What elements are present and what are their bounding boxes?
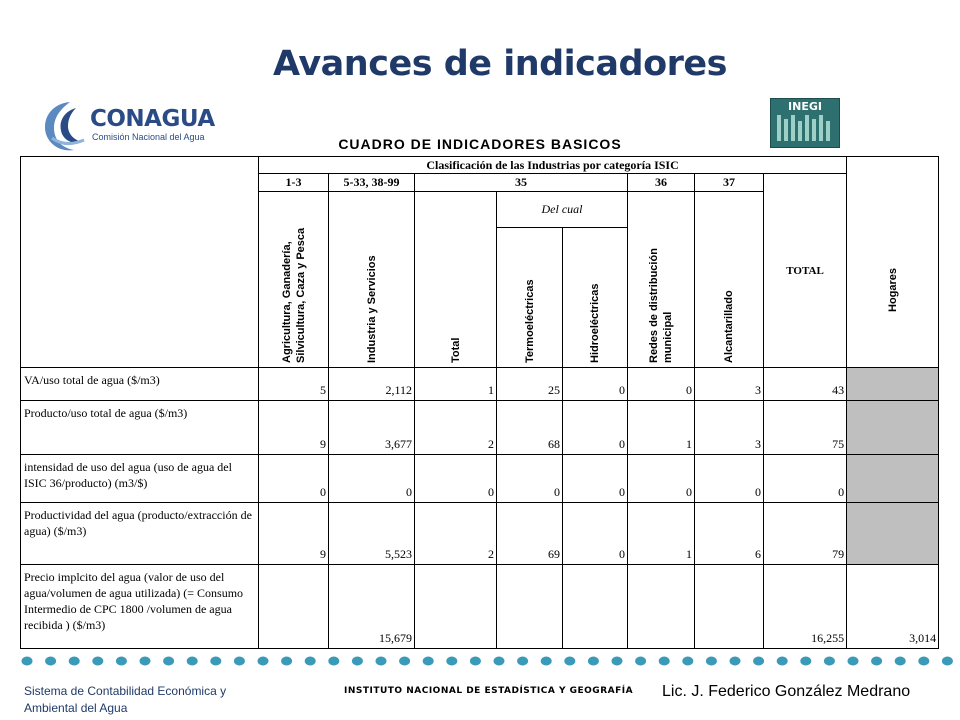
row-label: Productividad del agua (producto/extracción de agua) ($/m3) bbox=[21, 503, 259, 565]
table-cell: 69 bbox=[497, 503, 563, 565]
col-header-total-35-label: Total bbox=[449, 337, 462, 363]
row-label: Producto/uso total de agua ($/m3) bbox=[21, 401, 259, 455]
table-cell: 0 bbox=[563, 455, 628, 503]
footer-dot bbox=[871, 657, 882, 666]
table-cell: 9 bbox=[259, 401, 329, 455]
code-35: 35 bbox=[415, 174, 628, 192]
code-1-3: 1-3 bbox=[259, 174, 329, 192]
footer-dot bbox=[92, 657, 103, 666]
footer-dot-divider bbox=[0, 654, 960, 668]
col-header-industria bbox=[329, 192, 415, 368]
footer-dot bbox=[777, 657, 788, 666]
footer-dot bbox=[45, 657, 56, 666]
table-cell: 0 bbox=[415, 455, 497, 503]
table-cell: 0 bbox=[563, 368, 628, 401]
table-cell bbox=[259, 565, 329, 649]
footer-system-name bbox=[24, 683, 226, 717]
code-37: 37 bbox=[695, 174, 764, 192]
table-cell bbox=[847, 503, 939, 565]
footer-dot bbox=[682, 657, 693, 666]
col-header-hogares-label: Hogares bbox=[886, 267, 899, 312]
indicators-table bbox=[20, 156, 939, 649]
table-cell: 0 bbox=[628, 368, 695, 401]
table-cell bbox=[415, 565, 497, 649]
table-cell: 1 bbox=[628, 503, 695, 565]
footer-dot bbox=[494, 657, 505, 666]
col-header-termoelectricas bbox=[497, 228, 563, 368]
col-header-total: TOTAL bbox=[764, 174, 847, 368]
table-cell: 0 bbox=[563, 503, 628, 565]
footer-dot bbox=[22, 657, 33, 666]
footer-dot bbox=[895, 657, 906, 666]
table-cell: 3 bbox=[695, 401, 764, 455]
col-header-alcantarillado-label: Alcantarillado bbox=[723, 290, 735, 363]
table-cell: 0 bbox=[563, 401, 628, 455]
table-cell: 3,677 bbox=[329, 401, 415, 455]
col-header-industria-label: Industria y Servicios bbox=[365, 255, 378, 363]
table-cell: 0 bbox=[628, 455, 695, 503]
table-cell: 6 bbox=[695, 503, 764, 565]
footer-dot bbox=[635, 657, 646, 666]
table-cell: 68 bbox=[497, 401, 563, 455]
table-cell: 3,014 bbox=[847, 565, 939, 649]
table-cell bbox=[847, 401, 939, 455]
table-row bbox=[21, 401, 939, 455]
footer-dot bbox=[446, 657, 457, 666]
table-cell: 0 bbox=[497, 455, 563, 503]
col-header-agricultura bbox=[259, 192, 329, 368]
table-cell: 2 bbox=[415, 503, 497, 565]
footer-dot bbox=[942, 657, 953, 666]
row-label: intensidad de uso del agua (uso de agua del ISIC 36/producto) (m3/$) bbox=[21, 455, 259, 503]
table-cell: 5 bbox=[259, 368, 329, 401]
footer-dot bbox=[800, 657, 811, 666]
table-cell bbox=[628, 565, 695, 649]
table-cell: 0 bbox=[695, 455, 764, 503]
footer-dot bbox=[423, 657, 434, 666]
row-label: Precio implcito del agua (valor de uso del agua/volumen de agua utilizada) (= Consumo Intermedio de CPC 1800 /volumen de agua recibida ) ($/m3) bbox=[21, 565, 259, 649]
footer-dot bbox=[258, 657, 269, 666]
code-5-33: 5-33, 38-99 bbox=[329, 174, 415, 192]
footer-dot bbox=[281, 657, 292, 666]
code-36: 36 bbox=[628, 174, 695, 192]
table-cell: 1 bbox=[628, 401, 695, 455]
footer-dot bbox=[140, 657, 151, 666]
footer-institute: INSTITUTO NACIONAL DE ESTADÍSTICA Y GEOGRAFÍA bbox=[344, 686, 634, 696]
footer-dot bbox=[918, 657, 929, 666]
table-row bbox=[21, 368, 939, 401]
table-cell bbox=[847, 368, 939, 401]
footer-dot bbox=[848, 657, 859, 666]
footer-dot bbox=[352, 657, 363, 666]
table-cell bbox=[497, 565, 563, 649]
table-cell: 43 bbox=[764, 368, 847, 401]
del-cual-header: Del cual bbox=[497, 192, 628, 228]
col-header-termoelectricas-label: Termoeléctricas bbox=[523, 279, 536, 363]
footer-dot bbox=[612, 657, 623, 666]
corner-cell bbox=[21, 157, 259, 368]
table-cell: 2 bbox=[415, 401, 497, 455]
col-header-hidroelectricas-label: Hidroeléctricas bbox=[589, 283, 601, 363]
footer-dot bbox=[541, 657, 552, 666]
table-cell: 0 bbox=[259, 455, 329, 503]
footer-dot bbox=[730, 657, 741, 666]
footer-author: Lic. J. Federico González Medrano bbox=[662, 683, 911, 700]
table-cell: 3 bbox=[695, 368, 764, 401]
table-cell: 5,523 bbox=[329, 503, 415, 565]
row-label: VA/uso total de agua ($/m3) bbox=[21, 368, 259, 401]
conagua-logo-text: CONAGUA bbox=[90, 106, 215, 132]
classification-header: Clasificación de las Industrias por categoría ISIC bbox=[259, 157, 847, 174]
table-cell: 75 bbox=[764, 401, 847, 455]
footer-system-line2: Ambiental del Agua bbox=[24, 701, 128, 715]
slide-title: Avances de indicadores bbox=[273, 44, 727, 84]
footer-dot bbox=[753, 657, 764, 666]
table-row bbox=[21, 565, 939, 649]
table-cell: 9 bbox=[259, 503, 329, 565]
table-cell: 0 bbox=[764, 455, 847, 503]
table-cell: 2,112 bbox=[329, 368, 415, 401]
table-body bbox=[21, 368, 939, 649]
table-cell bbox=[563, 565, 628, 649]
table-cell: 16,255 bbox=[764, 565, 847, 649]
footer-dot bbox=[328, 657, 339, 666]
table-row bbox=[21, 455, 939, 503]
footer-dot bbox=[116, 657, 127, 666]
footer-dot bbox=[305, 657, 316, 666]
footer-dot bbox=[588, 657, 599, 666]
table-cell: 25 bbox=[497, 368, 563, 401]
table-cell bbox=[847, 455, 939, 503]
col-header-agricultura-label: Agricultura, Ganadería, Silvicultura, Caza y Pesca bbox=[280, 227, 307, 363]
inegi-logo-text: INEGI bbox=[788, 100, 822, 113]
col-header-alcantarillado bbox=[695, 192, 764, 368]
col-header-hidroelectricas bbox=[563, 228, 628, 368]
col-header-total-35 bbox=[415, 192, 497, 368]
footer-dot bbox=[376, 657, 387, 666]
table-cell: 1 bbox=[415, 368, 497, 401]
footer-dot bbox=[824, 657, 835, 666]
conagua-logo-subtitle: Comisión Nacional del Agua bbox=[92, 132, 205, 142]
footer-dot bbox=[234, 657, 245, 666]
footer-dot bbox=[706, 657, 717, 666]
footer-dot bbox=[470, 657, 481, 666]
col-header-redes bbox=[628, 192, 695, 368]
footer-dot bbox=[163, 657, 174, 666]
table-cell: 15,679 bbox=[329, 565, 415, 649]
footer-dot bbox=[210, 657, 221, 666]
footer-system-line1: Sistema de Contabilidad Económica y bbox=[24, 684, 227, 698]
footer-dot bbox=[564, 657, 575, 666]
table-cell bbox=[695, 565, 764, 649]
footer-dot bbox=[399, 657, 410, 666]
col-header-redes-label: Redes de distribución municipal bbox=[648, 248, 674, 363]
table-row bbox=[21, 503, 939, 565]
footer-dot bbox=[517, 657, 528, 666]
footer-dot bbox=[69, 657, 80, 666]
footer-dot bbox=[659, 657, 670, 666]
table-cell: 79 bbox=[764, 503, 847, 565]
footer-dot bbox=[187, 657, 198, 666]
table-title: CUADRO DE INDICADORES BASICOS bbox=[338, 136, 622, 152]
col-header-hogares bbox=[847, 157, 939, 368]
table-cell: 0 bbox=[329, 455, 415, 503]
